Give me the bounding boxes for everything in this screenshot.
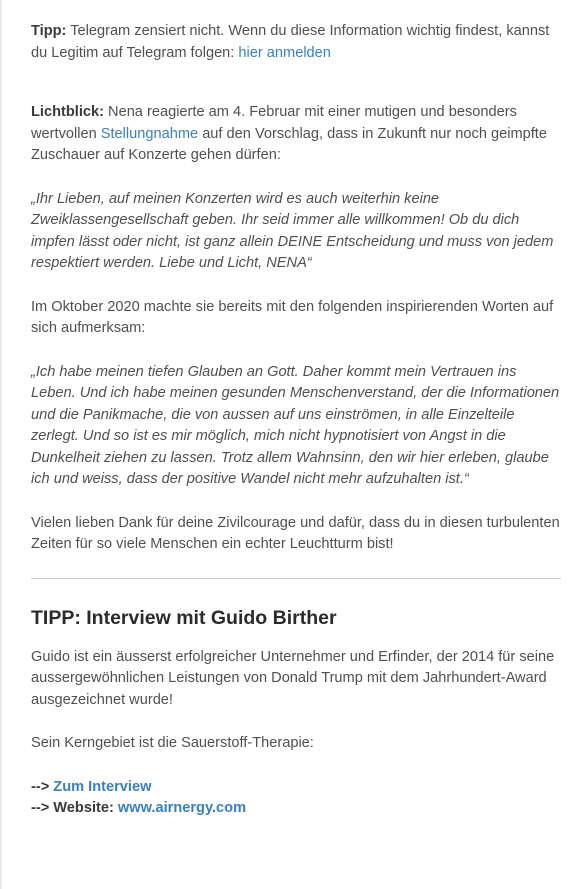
tipp-label: Tipp: xyxy=(31,23,67,39)
interview-intro: Guido ist ein äusserst erfolgreicher Unternehmer und Erfinder, der 2014 für seine aussergewöhnlichen Leistungen von Donald Trump mit dem Jahrhundert-Award ausgezeichnet wurde! xyxy=(31,648,555,708)
telegram-signup-link[interactable]: hier anmelden xyxy=(238,44,331,61)
interview-link[interactable]: Zum Interview xyxy=(53,778,152,795)
interview-focus: Sein Kerngebiet ist die Sauerstoff-Therapie: xyxy=(31,735,314,751)
website-link-line xyxy=(31,798,563,820)
telegram-tip-paragraph xyxy=(31,21,563,64)
interview-heading: TIPP: Interview mit Guido Birther xyxy=(31,606,337,629)
tipp-text: Telegram zensiert nicht. Wenn du diese Information wichtig findest, kannst du Legitim auf Telegram folgen: xyxy=(31,23,550,61)
article-body xyxy=(31,21,563,820)
interview-link-line xyxy=(31,777,563,799)
thanks-paragraph: Vielen lieben Dank für deine Zivilcourage und dafür, dass du in diesen turbulenten Zeiten für so viele Menschen ein echter Leuchtturm bist! xyxy=(31,514,560,552)
nena-quote-2020: „Ich habe meinen tiefen Glauben an Gott. Daher kommt mein Vertrauen ins Leben. Und ich habe meinen gesunden Menschenverstand, der die Informationen und die Panikmache, die von aussen auf uns einströmen, in alle Einzelteile zerlegt. Und so ist es mir möglich, mich nicht hypnotisiert von Angst in die Dunkelheit ziehen zu lassen. Trotz allem Wahnsinn, den wir hier erleben, glaube ich und weiss, dass der positive Wandel nicht mehr aufzuhalten ist.“ xyxy=(31,363,560,487)
arrow-prefix-interview: --> xyxy=(31,778,54,795)
lichtblick-paragraph xyxy=(31,102,563,167)
nena-quote-2022: „Ihr Lieben, auf meinen Konzerten wird es auch weiterhin keine Zweiklassengesellschaft geben. Ihr seid immer alle willkommen! Ob du dich impfen lässt oder nicht, ist ganz allein DEINE Entscheidung und muss von jedem respektiert werden. Liebe und Licht, NENA“ xyxy=(31,190,554,271)
website-link[interactable]: www.airnergy.com xyxy=(117,800,247,816)
lichtblick-text-after: auf den Vorschlag, dass in Zukunft nur noch geimpfte Zuschauer auf Konzerte gehen dürfen: xyxy=(31,125,547,163)
section-divider xyxy=(31,578,561,579)
october-paragraph: Im Oktober 2020 machte sie bereits mit den folgenden inspirierenden Worten auf sich aufmerksam: xyxy=(31,298,554,336)
left-border xyxy=(0,0,2,889)
statement-link[interactable]: Stellungnahme xyxy=(100,125,199,142)
arrow-prefix-website: --> Website: xyxy=(31,800,118,816)
lichtblick-label: Lichtblick: xyxy=(31,104,104,120)
lichtblick-text-before: Nena reagierte am 4. Februar mit einer mutigen und besonders wertvollen xyxy=(31,104,517,142)
